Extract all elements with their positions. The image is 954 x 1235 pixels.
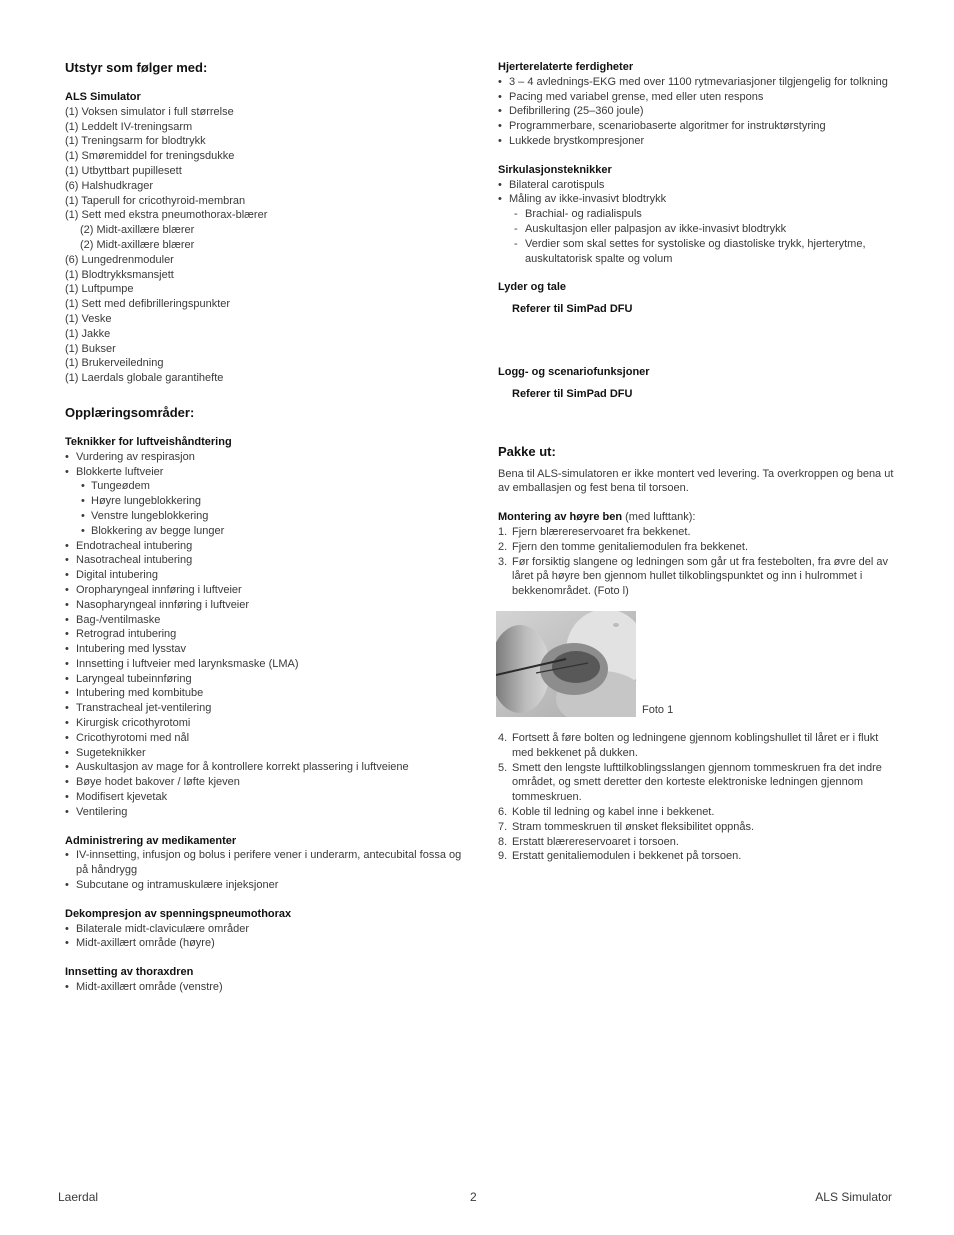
equipment-item: (1) Voksen simulator i full størrelse xyxy=(65,105,234,118)
equipment-item: (1) Treningsarm for blodtrykk xyxy=(65,135,206,148)
chest-drain-heading: Innsetting av thoraxdren xyxy=(65,966,194,979)
list-item: • Sugeteknikker xyxy=(65,746,465,761)
page-number: 2 xyxy=(470,1190,477,1204)
list-item: • Lukkede brystkompresjoner xyxy=(498,134,898,149)
step-item: 2. Fjern den tomme genitaliemodulen fra bekkenet. xyxy=(498,540,749,553)
chest-drain-list xyxy=(65,980,465,995)
list-item: • Nasotracheal intubering xyxy=(65,553,465,568)
step-item: 4. Fortsett å føre bolten og ledningene gjennom koblingshullet til låret er i flukt med bekkenet på dukken. xyxy=(498,731,879,759)
list-item: • Blokkerte luftveier xyxy=(65,465,465,480)
list-item: • Nasopharyngeal innføring i luftveier xyxy=(65,598,465,613)
equipment-item: (1) Luftpumpe xyxy=(65,283,134,296)
list-item: • Laryngeal tubeinnføring xyxy=(65,672,465,687)
equipment-item: (1) Smøremiddel for treningsdukke xyxy=(65,150,235,163)
equipment-item: (6) Lungedrenmoduler xyxy=(65,253,174,266)
mount-steps-a xyxy=(498,525,898,599)
list-item: • 3 – 4 avlednings-EKG med over 1100 rytmevariasjoner tilgjengelig for tolkning xyxy=(498,75,898,90)
medication-heading: Administrering av medikamenter xyxy=(65,834,237,847)
right-column xyxy=(498,60,898,864)
list-item: • Programmerbare, scenariobaserte algoritmer for instruktørstyring xyxy=(498,119,898,134)
list-item: • Kirurgisk cricothyrotomi xyxy=(65,716,465,731)
step-item: 7. Stram tommeskruen til ønsket fleksibilitet oppnås. xyxy=(498,820,755,833)
list-item: • Tungeødem xyxy=(65,479,465,494)
step-item: 9. Erstatt genitaliemodulen i bekkenet på torsoen. xyxy=(498,850,742,863)
equipment-item: (1) Sett med ekstra pneumothorax-blærer xyxy=(65,209,268,222)
list-item: • Oropharyngeal innføring i luftveier xyxy=(65,583,465,598)
list-item: • Bag-/ventilmaske xyxy=(65,613,465,628)
photo-caption: Foto 1 xyxy=(642,703,674,716)
circulation-heading: Sirkulasjonsteknikker xyxy=(498,163,612,176)
list-item: • Retrograd intubering xyxy=(65,627,465,642)
list-item: • Bøye hodet bakover / løfte kjeven xyxy=(65,775,465,790)
equipment-item: (1) Taperull for cricothyroid-membran xyxy=(65,194,246,207)
list-item: • Ventilering xyxy=(65,805,465,820)
list-item: • IV-innsetting, infusjon og bolus i perifere vener i underarm, antecubital fossa og på håndrygg xyxy=(65,848,465,878)
list-item: • Bilaterale midt-claviculære områder xyxy=(65,922,465,937)
equipment-item: (1) Bukser xyxy=(65,342,116,355)
airway-heading: Teknikker for luftveishåndtering xyxy=(65,435,232,448)
equipment-subheading: ALS Simulator xyxy=(65,91,141,103)
list-item: - Brachial- og radialispuls xyxy=(498,207,898,222)
footer-product: ALS Simulator xyxy=(815,1190,892,1204)
leg-mounting-photo xyxy=(496,611,636,717)
step-item: 8. Erstatt blærereservoaret i torsoen. xyxy=(498,835,679,848)
sound-heading: Lyder og tale xyxy=(498,281,567,294)
training-heading: Opplæringsområder: xyxy=(65,404,195,420)
cardiac-list xyxy=(498,75,898,149)
list-item: • Venstre lungeblokkering xyxy=(65,509,465,524)
list-item: • Intubering med lysstav xyxy=(65,642,465,657)
list-item: • Blokkering av begge lunger xyxy=(65,524,465,539)
equipment-item: (1) Laerdals globale garantihefte xyxy=(65,372,224,385)
equipment-list xyxy=(65,105,465,386)
cardiac-heading: Hjerterelaterte ferdigheter xyxy=(498,61,634,73)
list-item: - Verdier som skal settes for systoliske og diastoliske trykk, hjerterytme, auskultatorisk spalte og volum xyxy=(498,237,898,267)
list-item: • Subcutane og intramuskulære injeksjoner xyxy=(65,878,465,893)
unpack-intro: Bena til ALS-simulatoren er ikke montert ved levering. Ta overkroppen og bena ut av emballasjen og fest bena til torsoen. xyxy=(498,467,894,495)
list-item: • Transtracheal jet-ventilering xyxy=(65,701,465,716)
equipment-heading: Utstyr som følger med: xyxy=(65,60,208,75)
mount-title-rest: (med lufttank): xyxy=(622,511,696,524)
equipment-item: (1) Brukerveiledning xyxy=(65,357,164,370)
list-item: • Pacing med variabel grense, med eller uten respons xyxy=(498,90,898,105)
list-item: • Defibrillering (25–360 joule) xyxy=(498,104,898,119)
list-item: • Midt-axillært område (venstre) xyxy=(65,980,465,995)
list-item: • Bilateral carotispuls xyxy=(498,178,898,193)
list-item: • Endotracheal intubering xyxy=(65,539,465,554)
list-item: • Vurdering av respirasjon xyxy=(65,450,465,465)
mount-title xyxy=(498,510,898,525)
medication-list xyxy=(65,848,465,892)
photo-block xyxy=(498,611,898,717)
equipment-item: (1) Utbyttbart pupillesett xyxy=(65,164,182,177)
equipment-item: (1) Blodtrykksmansjett xyxy=(65,268,174,281)
equipment-item: (1) Veske xyxy=(65,312,112,325)
left-column xyxy=(65,60,465,995)
step-item: 1. Fjern blærereservoaret fra bekkenet. xyxy=(498,525,691,538)
mount-steps-b xyxy=(498,731,898,864)
equipment-item: (1) Jakke xyxy=(65,327,111,340)
list-item: • Innsetting i luftveier med larynksmaske (LMA) xyxy=(65,657,465,672)
mount-title-bold: Montering av høyre ben xyxy=(498,511,623,524)
equipment-item: (2) Midt-axillære blærer xyxy=(80,224,195,237)
airway-list xyxy=(65,450,465,820)
list-item: • Måling av ikke-invasivt blodtrykk xyxy=(498,192,898,207)
unpack-heading: Pakke ut: xyxy=(498,443,556,459)
list-item: • Intubering med kombitube xyxy=(65,686,465,701)
step-item: 6. Koble til ledning og kabel inne i bekkenet. xyxy=(498,805,715,818)
equipment-item: (6) Halshudkrager xyxy=(65,179,154,192)
footer-brand: Laerdal xyxy=(58,1190,99,1204)
circulation-sublist xyxy=(498,207,898,266)
circulation-list xyxy=(498,178,898,208)
list-item: • Auskultasjon av mage for å kontrollere korrekt plassering i luftveiene xyxy=(65,760,465,775)
sound-reference: Referer til SimPad DFU xyxy=(512,303,633,316)
equipment-item: (1) Sett med defibrilleringspunkter xyxy=(65,298,231,311)
decompression-heading: Dekompresjon av spenningspneumothorax xyxy=(65,907,292,920)
equipment-item: (2) Midt-axillære blærer xyxy=(80,238,195,251)
log-reference: Referer til SimPad DFU xyxy=(512,387,633,400)
list-item: - Auskultasjon eller palpasjon av ikke-invasivt blodtrykk xyxy=(498,222,898,237)
decompression-list xyxy=(65,922,465,952)
equipment-item: (1) Leddelt IV-treningsarm xyxy=(65,120,193,133)
list-item: • Cricothyrotomi med nål xyxy=(65,731,465,746)
list-item: • Modifisert kjevetak xyxy=(65,790,465,805)
list-item: • Midt-axillært område (høyre) xyxy=(65,936,465,951)
step-item: 3. Før forsiktig slangene og ledningen som går ut fra festebolten, fra øvre del av låret på høyre ben gjennom hullet tilkoblingspunktet og inn i hulrommet i bekkenområdet. (Foto l) xyxy=(498,555,889,598)
log-heading: Logg- og scenariofunksjoner xyxy=(498,365,650,378)
list-item: • Høyre lungeblokkering xyxy=(65,494,465,509)
list-item: • Digital intubering xyxy=(65,568,465,583)
step-item: 5. Smett den lengste lufttilkoblingsslangen gjennom tommeskruen fra det indre området, og smett deretter den korteste elektroniske ledningen gjennom tommeskruen. xyxy=(498,761,882,804)
